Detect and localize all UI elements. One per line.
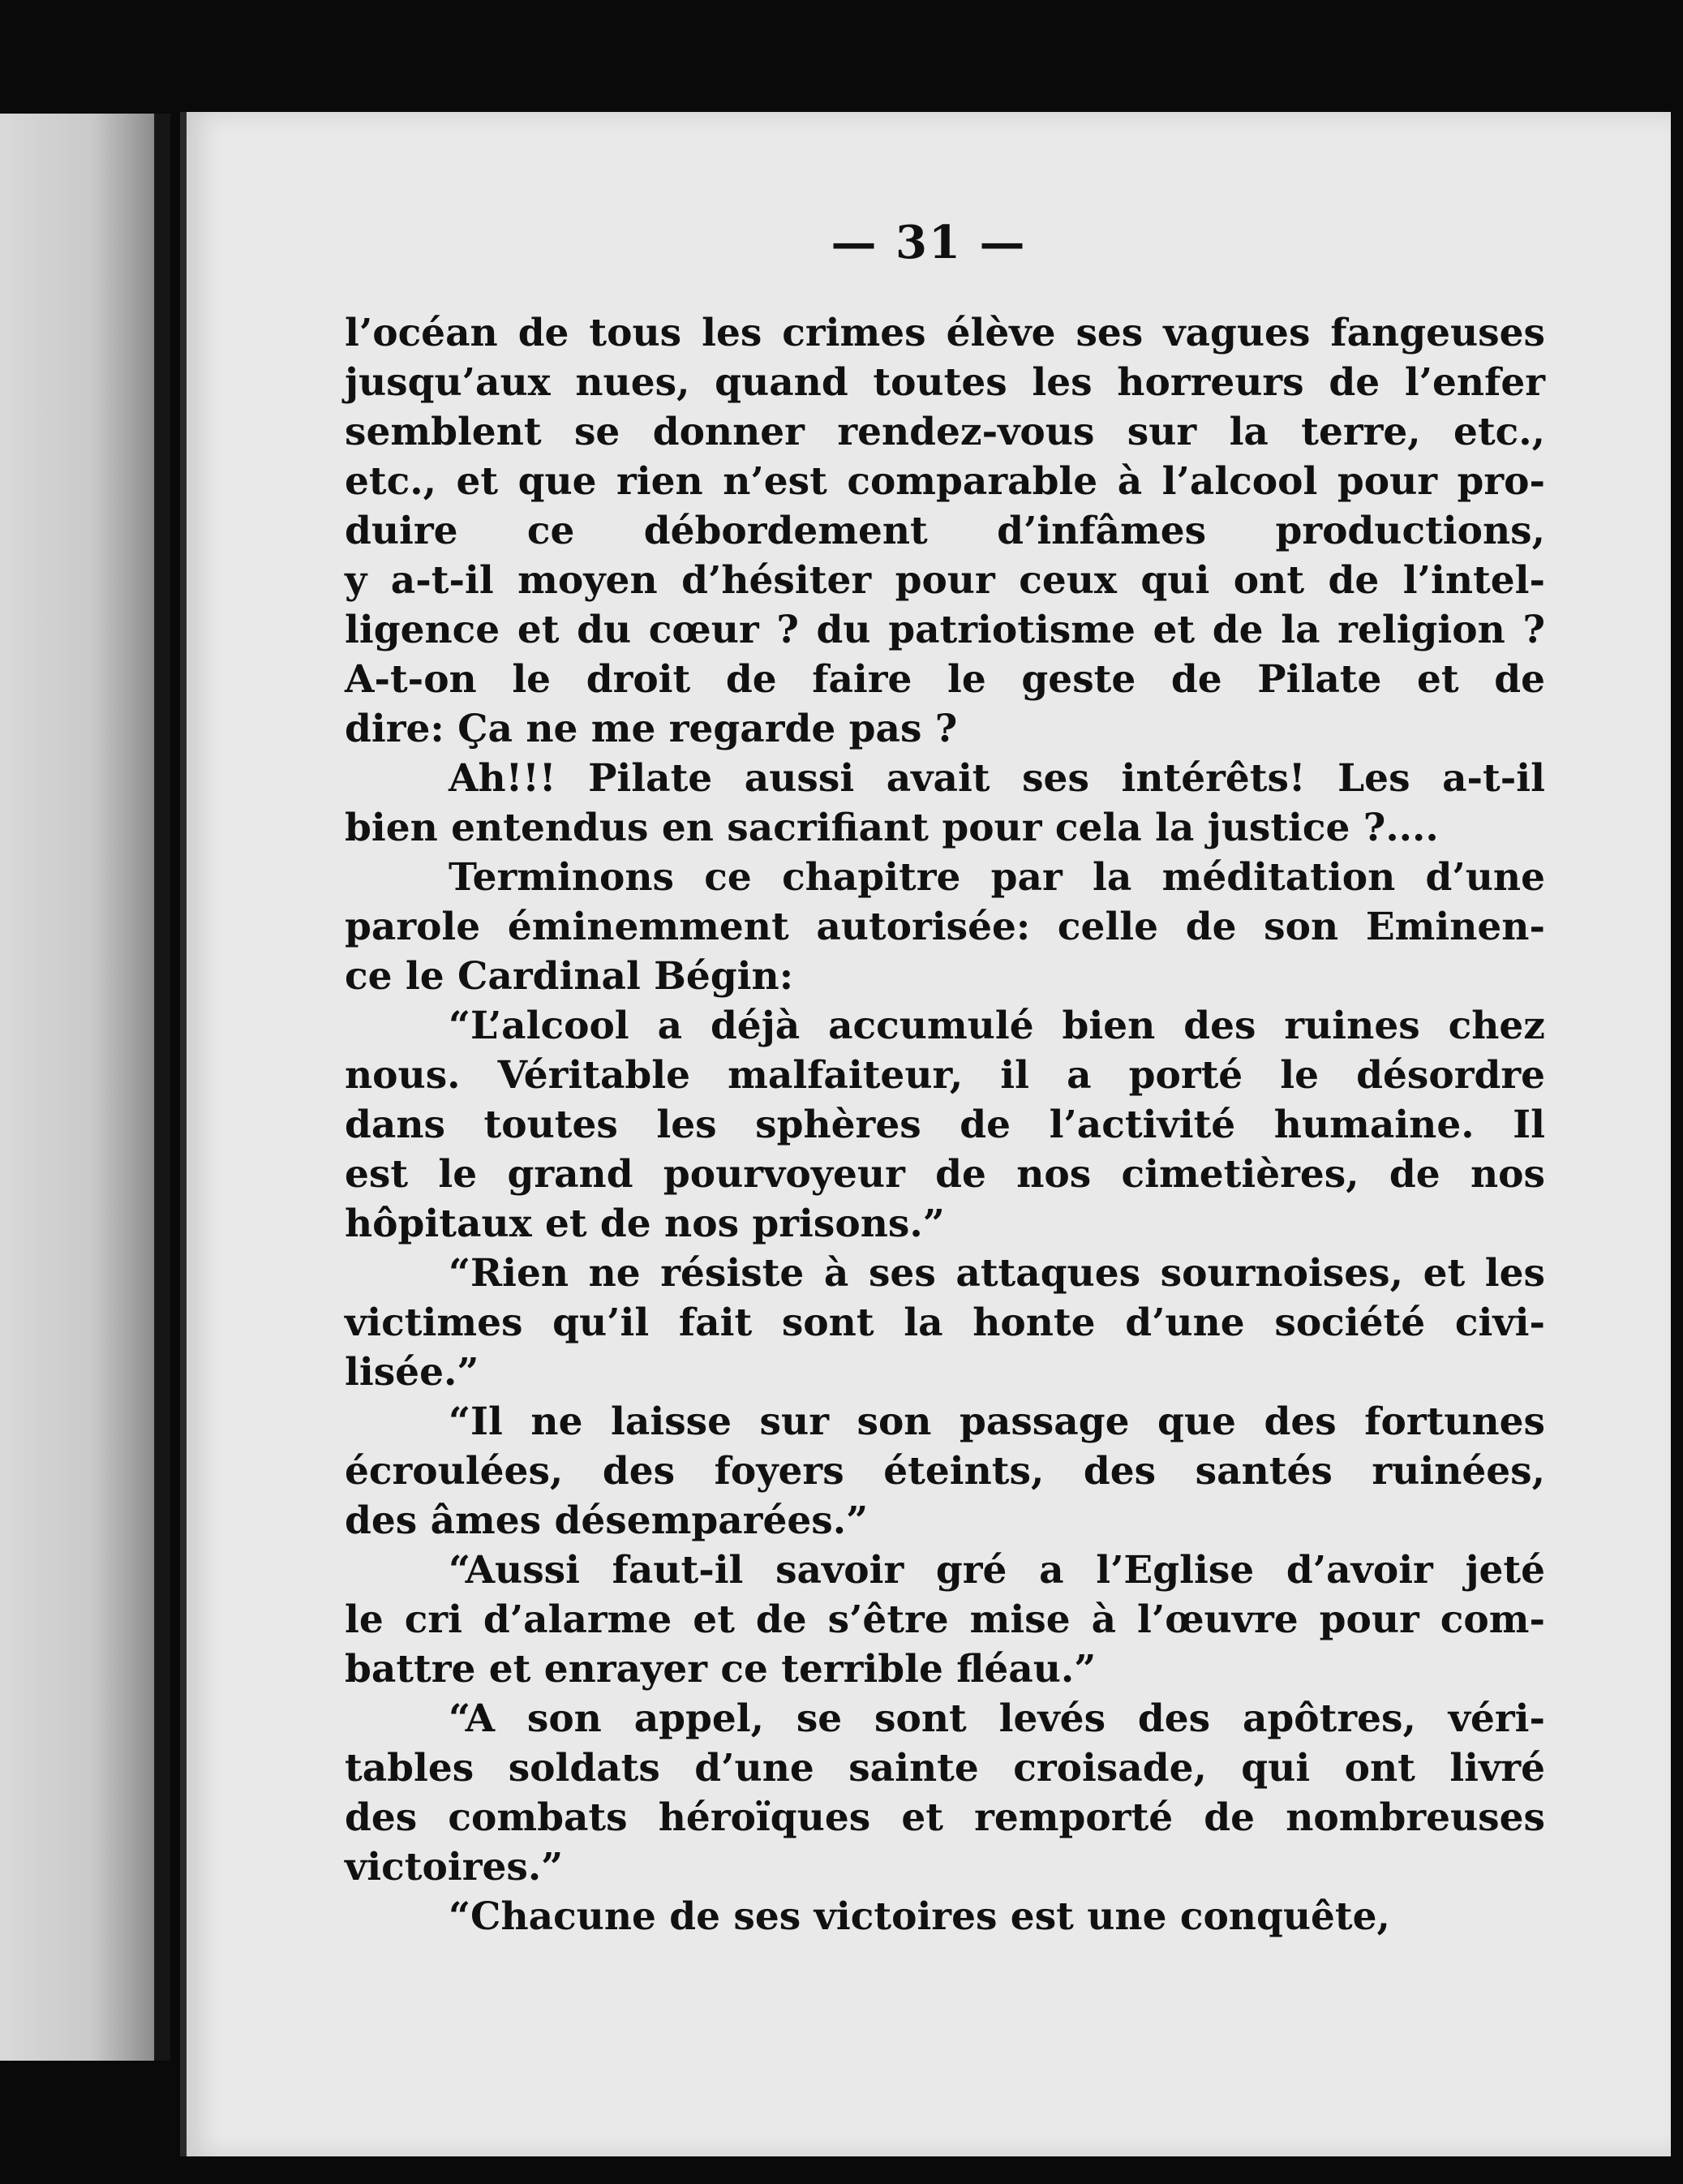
text-line: battre et enrayer ce terrible fléau.” [345,1647,1097,1692]
text-line: nous. Véritable malfaiteur, il a porté le désordre [345,1053,1545,1098]
text-line: le cri d’alarme et de s’être mise à l’œuvre pour com- [345,1597,1545,1642]
text-line: victoires.” [345,1845,564,1890]
text-line: etc., et que rien n’est comparable à l’alcool pour pro- [345,459,1545,504]
text-line: des âmes désemparées.” [345,1498,869,1543]
text-line: tables soldats d’une sainte croisade, qui ont livré [345,1746,1545,1791]
book-page [180,112,1671,2156]
text-line: victimes qu’il fait sont la honte d’une société civi- [345,1301,1545,1345]
body-text [345,308,1545,1941]
text-line: y a-t-il moyen d’hésiter pour ceux qui ont de l’intel- [345,558,1545,603]
text-line: dire: Ça ne me regarde pas ? [345,707,958,751]
text-line: ce le Cardinal Bégin: [345,954,794,999]
text-line: “Chacune de ses victoires est une conquête, [449,1894,1390,1939]
text-line: “A son appel, se sont levés des apôtres, véri- [449,1696,1545,1741]
text-line: lisée.” [345,1350,479,1395]
text-line: A-t-on le droit de faire le geste de Pilate et de [345,657,1545,702]
text-line: jusqu’aux nues, quand toutes les horreurs de l’enfer [345,360,1545,405]
text-line: ligence et du cœur ? du patriotisme et de la religion ? [345,608,1545,652]
text-line: “Il ne laisse sur son passage que des fortunes [449,1399,1545,1444]
text-line: dans toutes les sphères de l’activité humaine. Il [345,1103,1545,1147]
text-line: Ah!!! Pilate aussi avait ses intérêts! Les a-t-il [449,756,1545,801]
text-line: hôpitaux et de nos prisons.” [345,1202,945,1246]
text-line: l’océan de tous les crimes élève ses vagues fangeuses [345,311,1545,355]
text-line: des combats héroïques et remporté de nombreuses [345,1795,1545,1840]
page-number: — 31 — [831,216,1027,269]
text-line: duire ce débordement d’infâmes productions, [345,509,1545,553]
text-line: parole éminemment autorisée: celle de son Eminen- [345,905,1545,949]
facing-page-edge [0,114,159,2061]
text-line: semblent se donner rendez-vous sur la terre, etc., [345,410,1545,454]
text-line: Terminons ce chapitre par la méditation d’une [449,855,1545,900]
text-line: écroulées, des foyers éteints, des santés ruinées, [345,1449,1545,1494]
text-line: “L’alcool a déjà accumulé bien des ruines chez [449,1004,1545,1048]
text-line: bien entendus en sacrifiant pour cela la justice ?.... [345,806,1439,850]
text-line: est le grand pourvoyeur de nos cimetières, de nos [345,1152,1545,1197]
text-line: “Rien ne résiste à ses attaques sournoises, et les [449,1251,1545,1296]
text-line: “Aussi faut-il savoir gré a l’Eglise d’avoir jeté [449,1548,1545,1593]
